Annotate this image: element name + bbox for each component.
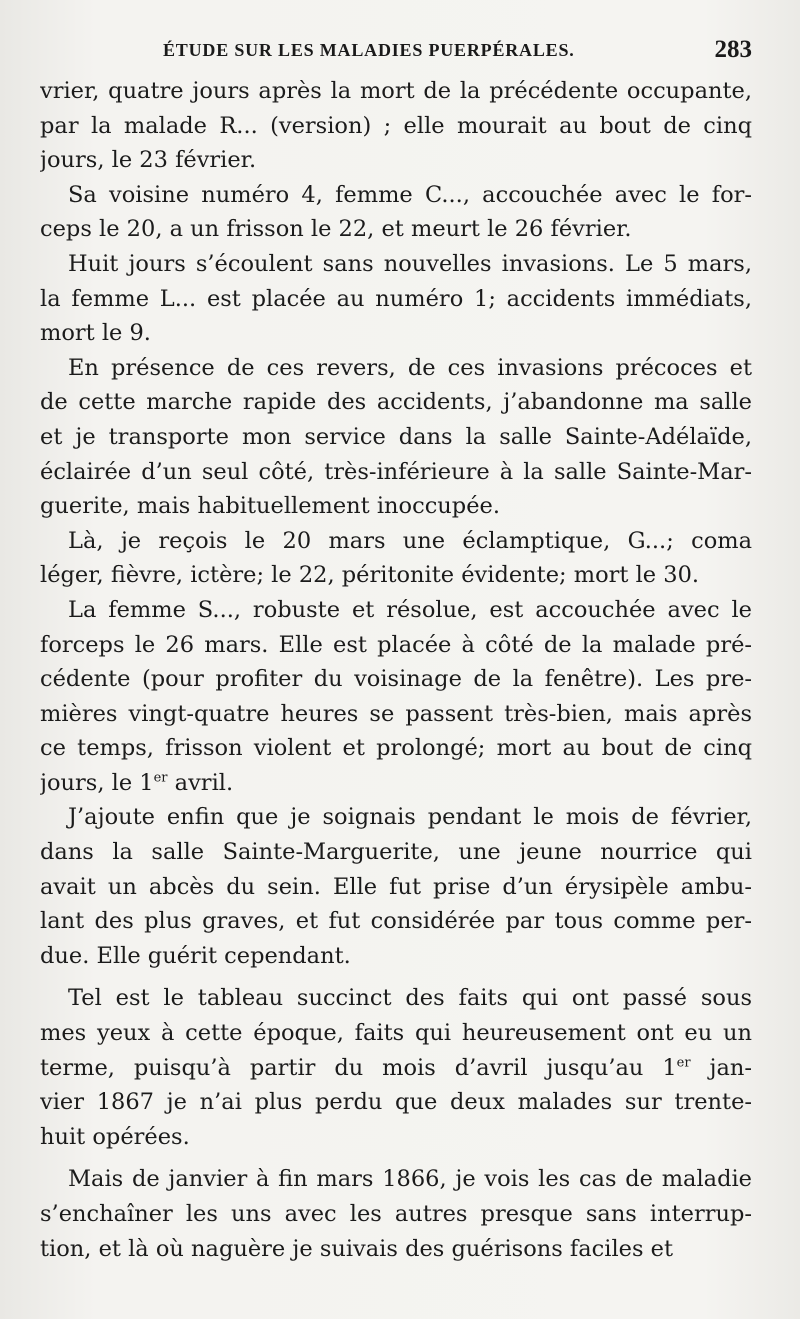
paragraph	[40, 247, 752, 351]
text-line: guerite, mais habituellement inoccupée.	[40, 493, 500, 520]
text-line: jours, le 23 février.	[40, 147, 257, 174]
paragraph	[40, 593, 752, 801]
text-line: ceps le 20, a un frisson le 22, et meurt le 26 février.	[40, 216, 632, 243]
text-line: mort le 9.	[40, 320, 151, 347]
text-line: léger, fièvre, ictère; le 22, péritonite évidente; mort le 30.	[40, 562, 700, 589]
text-line: s’enchaîner les uns avec les autres presque sans interrup-	[40, 1201, 752, 1227]
text-line: Mais de janvier à fin mars 1866, je vois les cas de maladie	[68, 1166, 752, 1193]
running-title: ÉTUDE SUR LES MALADIES PUERPÉRALES.	[163, 40, 575, 60]
text-line: forceps le 26 mars. Elle est placée à côté de la malade pré-	[40, 631, 752, 658]
text-line: éclairée d’un seul côté, très-inférieure à la salle Sainte-Mar-	[40, 458, 752, 485]
text-line: lant des plus graves, et fut considérée par tous comme per-	[40, 908, 752, 935]
paragraph	[40, 1162, 752, 1266]
paragraph	[40, 524, 752, 593]
text-line: huit opérées.	[40, 1123, 190, 1150]
text-line: En présence de ces revers, de ces invasions précoces et	[68, 354, 752, 381]
text-line: J’ajoute enfin que je soignais pendant le mois de février,	[68, 804, 752, 831]
text-line: vier 1867 je n’ai plus perdu que deux malades sur trente-	[40, 1089, 752, 1116]
text-line: dans la salle Sainte-Marguerite, une jeune nourrice qui	[40, 839, 752, 866]
text-line: cédente (pour profiter du voisinage de la fenêtre). Les pre-	[40, 666, 752, 693]
text-line: mes yeux à cette époque, faits qui heureusement ont eu un	[40, 1020, 752, 1047]
text-line: terme, puisqu’à partir du mois d’avril jusqu’au 1er jan-	[40, 1054, 752, 1081]
paragraph	[40, 351, 752, 524]
text-line: de cette marche rapide des accidents, j’abandonne ma salle	[40, 389, 752, 416]
paragraph	[40, 800, 752, 973]
text-line: due. Elle guérit cependant.	[40, 942, 351, 969]
text-line: tion, et là où naguère je suivais des guérisons faciles et	[40, 1235, 674, 1262]
text-line: Sa voisine numéro 4, femme C..., accouchée avec le for-	[68, 181, 752, 208]
text-line: la femme L... est placée au numéro 1; accidents immédiats,	[40, 285, 752, 312]
paragraph	[40, 981, 752, 1154]
text-line: Là, je reçois le 20 mars une éclamptique, G...; coma	[68, 527, 752, 554]
text-line: jours, le 1er avril.	[40, 769, 234, 796]
page-number: 283	[714, 36, 752, 63]
page-header	[40, 36, 752, 70]
paragraph	[40, 178, 752, 247]
text-line: et je transporte mon service dans la salle Sainte-Adélaïde,	[40, 423, 752, 450]
text-line: avait un abcès du sein. Elle fut prise d’un érysipèle ambu-	[40, 873, 752, 900]
text-line: mières vingt-quatre heures se passent très-bien, mais après	[40, 700, 752, 727]
text-line: Tel est le tableau succinct des faits qui ont passé sous	[68, 985, 752, 1012]
text-line: vrier, quatre jours après la mort de la précédente occupante,	[40, 78, 752, 104]
text-line: La femme S..., robuste et résolue, est accouchée avec le	[68, 596, 752, 623]
text-line: Huit jours s’écoulent sans nouvelles invasions. Le 5 mars,	[68, 250, 752, 277]
paragraph	[40, 74, 752, 178]
text-line: par la malade R... (version) ; elle mourait au bout de cinq	[40, 112, 752, 139]
body-text	[40, 74, 752, 1266]
text-line: ce temps, frisson violent et prolongé; mort au bout de cinq	[40, 735, 752, 762]
